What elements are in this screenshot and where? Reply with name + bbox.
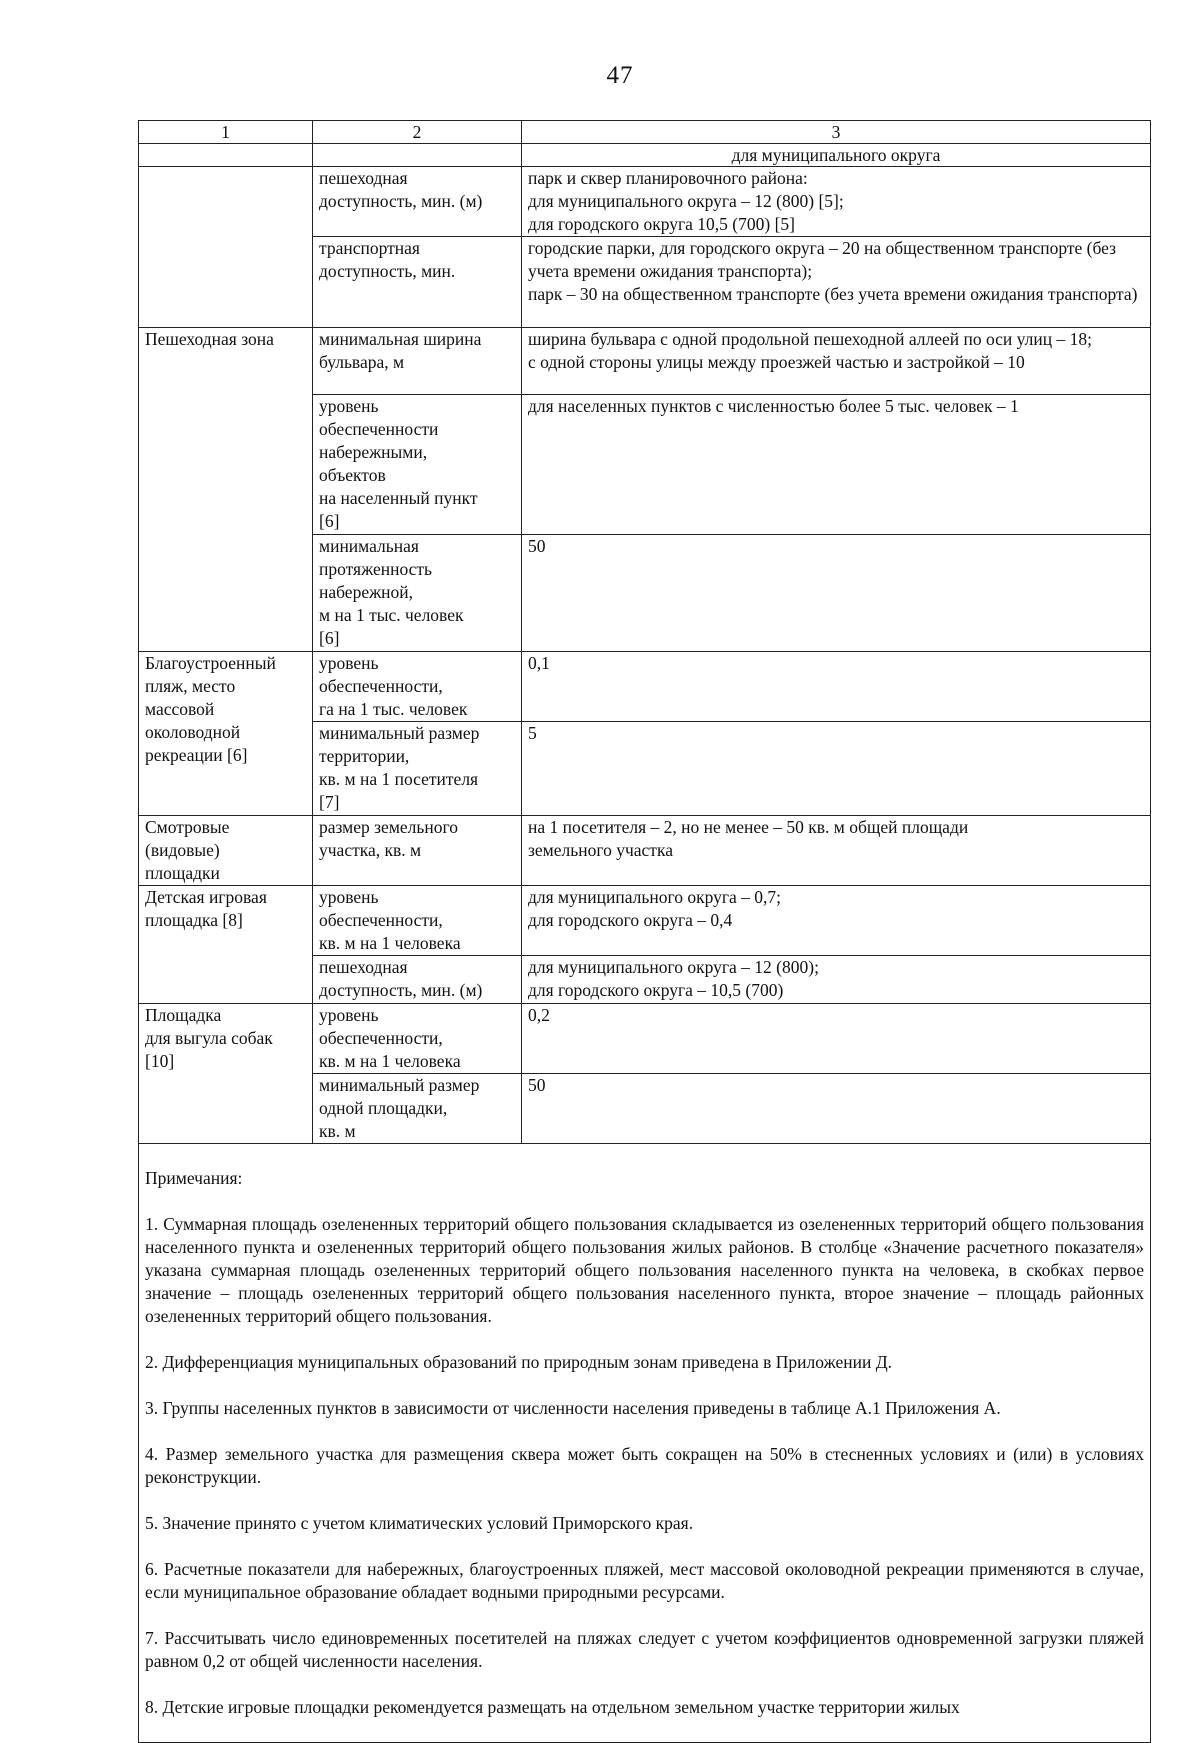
- indicator-cell: уровень обеспеченности, га на 1 тыс. человек: [313, 652, 522, 722]
- page-number: 47: [606, 62, 634, 89]
- note-item: 7. Рассчитывать число единовременных посетителей на пляжах следует с учетом коэффициентов одновременной загрузки пляжей равном 0,2 от общей численности населения.: [145, 1628, 1144, 1671]
- indicator-cell: уровень обеспеченности набережными, объектов на населенный пункт [6]: [313, 395, 522, 535]
- note-item: 4. Размер земельного участка для размещения сквера может быть сокращен на 50% в стесненных условиях и (или) в условиях реконструкции.: [145, 1444, 1144, 1487]
- indicator-cell: уровень обеспеченности, кв. м на 1 человека: [313, 1004, 522, 1074]
- object-cell: Пешеходная зона: [139, 328, 313, 652]
- table-row: [139, 328, 1151, 395]
- indicator-cell: уровень обеспеченности, кв. м на 1 человека: [313, 886, 522, 956]
- value-cell: ширина бульвара с одной продольной пешеходной аллеей по оси улиц – 18; с одной стороны улицы между проезжей частью и застройкой – 10: [522, 328, 1151, 395]
- indicator-cell: пешеходная доступность, мин. (м): [313, 167, 522, 237]
- value-cell: 0,2: [522, 1004, 1151, 1074]
- subheader-empty-cell: [313, 144, 522, 167]
- indicator-cell: размер земельного участка, кв. м: [313, 816, 522, 886]
- column-number-row: [139, 121, 1151, 144]
- value-cell: для муниципального округа – 0,7; для городского округа – 0,4: [522, 886, 1151, 956]
- value-cell: парк и сквер планировочного района: для муниципального округа – 12 (800) [5]; для городского округа 10,5 (700) [5]: [522, 167, 1151, 237]
- object-cell: Площадка для выгула собак [10]: [139, 1004, 313, 1144]
- value-cell: 50: [522, 535, 1151, 652]
- indicator-cell: минимальная ширина бульвара, м: [313, 328, 522, 395]
- value-cell: городские парки, для городского округа – 20 на общественном транспорте (без учета времени ожидания транспорта); парк – 30 на общественном транспорте (без учета времени ожидания транспорта): [522, 237, 1151, 328]
- table-row: [139, 1004, 1151, 1074]
- subheader-empty-cell: [139, 144, 313, 167]
- value-cell: для муниципального округа – 12 (800); для городского округа – 10,5 (700): [522, 956, 1151, 1004]
- column-header-3: 3: [522, 121, 1151, 144]
- notes-row: [139, 1144, 1151, 1743]
- note-item: 2. Дифференциация муниципальных образований по природным зонам приведена в Приложении Д.: [145, 1352, 893, 1372]
- object-cell: Благоустроенный пляж, место массовой околоводной рекреации [6]: [139, 652, 313, 816]
- notes-title: Примечания:: [145, 1168, 243, 1188]
- note-item: 6. Расчетные показатели для набережных, благоустроенных пляжей, мест массовой околоводной рекреации применяются в случае, если муниципальное образование обладает водными природными ресурсами.: [145, 1559, 1144, 1602]
- value-cell: для населенных пунктов с численностью более 5 тыс. человек – 1: [522, 395, 1151, 535]
- indicator-cell: транспортная доступность, мин.: [313, 237, 522, 328]
- note-item: 1. Суммарная площадь озелененных территорий общего пользования складывается из озелененных территорий общего пользования населенного пункта и озелененных территорий общего пользования жилых районов. В столбце «Значение расчетного показателя» указана суммарная площадь озелененных территорий общего пользования населенного пункта на человека, в скобках первое значение – площадь озелененных территорий общего пользования населенного пункта, второе значение – площадь районных озелененных территорий общего пользования.: [145, 1214, 1144, 1326]
- column-header-2: 2: [313, 121, 522, 144]
- indicator-cell: минимальный размер территории, кв. м на 1 посетителя [7]: [313, 722, 522, 816]
- table-row: [139, 816, 1151, 886]
- subheader-row: [139, 144, 1151, 167]
- value-cell: 50: [522, 1074, 1151, 1144]
- subheader-cell: для муниципального округа: [522, 144, 1151, 167]
- notes-cell: [139, 1144, 1151, 1743]
- note-item: 3. Группы населенных пунктов в зависимости от численности населения приведены в таблице А.1 Приложения А.: [145, 1398, 1001, 1418]
- table-row: [139, 886, 1151, 956]
- indicator-cell: пешеходная доступность, мин. (м): [313, 956, 522, 1004]
- table-row: [139, 167, 1151, 237]
- indicator-cell: минимальная протяженность набережной, м на 1 тыс. человек [6]: [313, 535, 522, 652]
- value-cell: 5: [522, 722, 1151, 816]
- value-cell: 0,1: [522, 652, 1151, 722]
- indicator-cell: минимальный размер одной площадки, кв. м: [313, 1074, 522, 1144]
- object-cell: Смотровые (видовые) площадки: [139, 816, 313, 886]
- column-header-1: 1: [139, 121, 313, 144]
- table-row: [139, 652, 1151, 722]
- note-item: 5. Значение принято с учетом климатических условий Приморского края.: [145, 1513, 694, 1533]
- object-cell: Детская игровая площадка [8]: [139, 886, 313, 1004]
- note-item: 8. Детские игровые площадки рекомендуется размещать на отдельном земельном участке территории жилых: [145, 1697, 960, 1717]
- value-cell: на 1 посетителя – 2, но не менее – 50 кв. м общей площади земельного участка: [522, 816, 1151, 886]
- norms-table: [138, 120, 1151, 1743]
- object-cell: [139, 167, 313, 328]
